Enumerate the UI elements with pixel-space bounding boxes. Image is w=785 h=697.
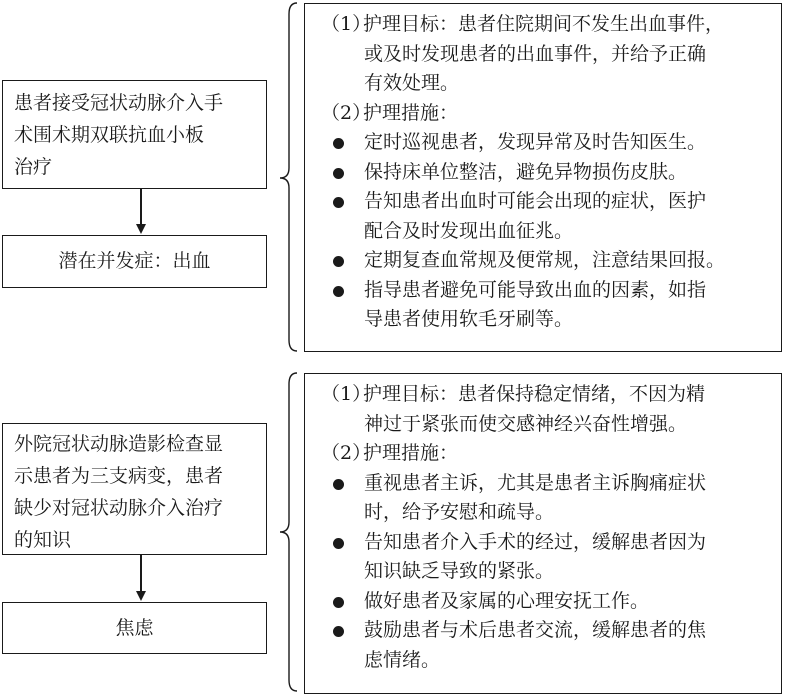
plan-box-1 [304,3,782,352]
measure-item: 告知患者出血时可能会出现的症状，医护 配合及时发现出血征兆。 [319,187,767,246]
bullet-icon [333,538,344,549]
measure-item: 告知患者介入手术的经过，缓解患者因为 知识缺乏导致的紧张。 [319,528,767,587]
arrow-1-shaft [140,189,142,225]
arrow-1-head [136,224,146,234]
goal-line: （1）护理目标：患者住院期间不发生出血事件， [321,13,725,35]
cause-line: 治疗 [14,156,53,178]
measure-item: 做好患者及家属的心理安抚工作。 [319,587,767,617]
cause-line: 患者接受冠状动脉介入手 [14,92,224,114]
bullet-icon [333,626,344,637]
plan-box-2 [304,373,782,694]
measures-title: （2）护理措施： [321,442,459,464]
bullet-icon [333,256,344,267]
brace-2 [275,370,305,695]
bullet-icon [333,286,344,297]
goal-line: 或及时发现患者的出血事件，并给予正确 [364,42,707,65]
bullet-icon [333,597,344,608]
measure-item: 定时巡视患者，发现异常及时告知医生。 [319,128,767,158]
goal-line: （1）护理目标：患者保持稳定情绪，不因为精 [321,383,706,405]
cause-text-1 [2,87,267,183]
brace-1 [275,0,305,355]
bullet-icon [333,197,344,208]
diagnosis-text-1: 潜在并发症：出血 [58,250,211,272]
goal-line: 神过于紧张而使交感神经兴奋性增强。 [364,412,688,435]
goal-line: 有效处理。 [364,72,460,94]
measure-item: 鼓励患者与术后患者交流，缓解患者的焦 虑情绪。 [319,616,767,675]
bullet-icon [333,138,344,149]
arrow-2-shaft [140,555,142,592]
arrow-2-head [136,591,146,601]
measure-item: 指导患者避免可能导致出血的因素，如指 导患者使用软毛牙刷等。 [319,276,767,335]
cause-line: 外院冠状动脉造影检查显 [14,433,224,455]
measure-item: 定期复查血常规及便常规，注意结果回报。 [319,246,767,276]
cause-text-2 [2,428,267,556]
measure-item: 保持床单位整洁，避免异物损伤皮肤。 [319,158,767,188]
cause-line: 的知识 [14,529,72,551]
measure-item: 重视患者主诉，尤其是患者主诉胸痛症状 时，给予安慰和疏导。 [319,469,767,528]
bullet-icon [333,168,344,179]
cause-line: 示患者为三支病变，患者 [14,465,224,487]
cause-line: 缺少对冠状动脉介入治疗 [14,497,224,519]
measures-title: （2）护理措施： [321,101,459,124]
cause-line: 术围术期双联抗血小板 [14,124,205,146]
diagnosis-text-2: 焦虑 [115,617,154,639]
bullet-icon [333,479,344,490]
